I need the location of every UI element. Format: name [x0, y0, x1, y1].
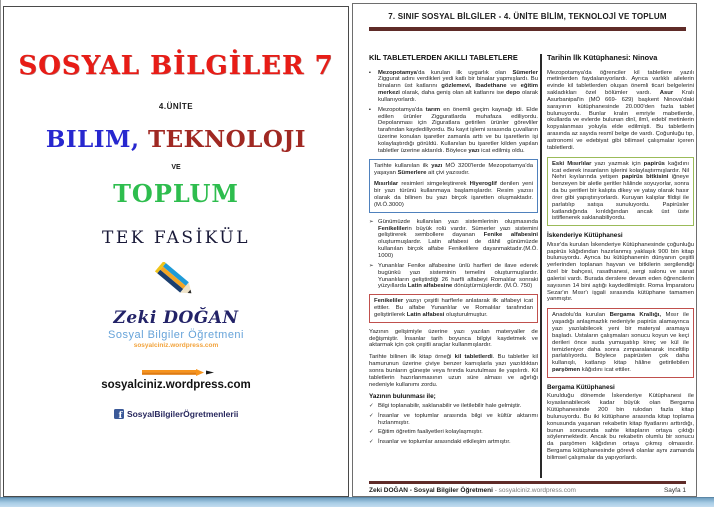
writing-invention-heading: Yazının bulunması ile;	[369, 393, 436, 401]
list-item	[369, 107, 538, 155]
svg-text:f: f	[118, 411, 122, 419]
list-item	[369, 70, 538, 104]
bullet-text: Mezopotamya'da kurulan ilk uygarlık olan Sümerler Ziggurat adını verdikleri yedi katlı bir binalar yapmışlardı. Bu binaların üst katlarını gözlemevi, ibadethane ve eğitim merkezi olarak, daha geniş olan alt katlarını ise depo olarak kullanıyorlardı.	[378, 69, 538, 103]
page-footer	[369, 487, 686, 494]
footer-page-number: Sayfa 1	[663, 487, 686, 494]
column-divider	[540, 54, 542, 478]
check-marker: ✓	[369, 429, 374, 436]
list-item	[369, 429, 538, 436]
content-page	[352, 3, 697, 497]
cover-connector: VE	[171, 164, 181, 171]
footer-accent-bar	[369, 481, 686, 484]
info-box-papyrus	[547, 157, 694, 227]
arrow-marker: ➢	[369, 262, 374, 269]
window-left-edge	[0, 0, 1, 506]
list-item	[369, 413, 538, 427]
paragraph-bergama: Kurulduğu dönemde İskenderiye Kütüphanesi ile kıyaslanabilecek kadar büyük olan Bergama Kütüphanesinde 200 bin rulodan fazla kitap bulunuyordu. Bu iki kütüphane arasında kitap toplama konusunda yaşanan rekabetin kitap fiyatlarını arttırdığı, bunun sonucunda sahte kitapların ortaya çıktığı söylenmektedir. Ancak bu rekabetin olumlu bir sonucu da parşömen kâğıdının ortaya çıkmış olmasıdır. Bergama kütüphanesinde görevli olanlar aynı zamanda bilimsel çalışmalar da yapıyorlardı.	[547, 393, 694, 461]
cover-subtitle	[4, 126, 348, 153]
paragraph-iskenderiye: Mısır'da kurulan İskenderiye Kütüphanesinde çoğunluğu papirüs kâğıdından hazırlanmış yaklaşık 900 bin kitap bulunuyordu. Ayrıca bu kütüphanenin dünyanın çeşitli yerlerinden toplanan hayvan ve bitkilerin sergilendiği özel bir bahçesi, rasathanesi, sergi salonu ve sanat galerisi vardı. Burada derslere devam eden öğrencilerin sayısının 14 bini aştığı kaydedilmiştir. Roma İmparatoru Sezar'ın Mısır'ı işgali sırasında kütüphane tamamen yanmıştır.	[547, 241, 694, 303]
bullet-marker: ▪	[369, 106, 371, 113]
cover-unit-label: 4.ÜNİTE	[158, 102, 194, 111]
page-header-title: 7. SINIF SOSYAL BİLGİLER - 4. ÜNİTE BİLİM, TEKNOLOJİ VE TOPLUM	[388, 12, 667, 21]
check-marker: ✓	[369, 402, 374, 409]
paragraph-ninova: Mezopotamya'da öğrenciler kil tabletlere yazılı metinlerden faydalanıyorlardı. Ayrıca varlıklı ailelerin evinde kil tabletlerden oluşan önemli ticari belgelerini sakladıkları özel bölümler vardı. Asur Kralı Asurbanipal'in (MÖ 669- 629) başkent Ninova'daki sarayının kütüphanesinde 20.000'den fazla tablet bulunuyordu. Bunlar kralın emriyle mabetlerde, okullarda ve evlerde bulunan dinî, ilmî, edebî metinlerin kopyalanması yoluyla elde edilmişti. Bu tabletlerin arasında az sayıda resmî belge de vardı. Çoğunluğu tıp, astronomi ve edebiyat gibi bilimsel çalışmalar içeren tabletlerdi.	[547, 69, 694, 151]
info-box-paragraph: Eski Mısırlılar yazı yazmak için papirüs kağıdını icat ederek insanların işlerini kolaylaştırmışlardır. Nil Nehri kıyılarında yetişen papirüs bitkisini iğneye benzeyen bir aletle şeritler hâlinde soyuyorlar, sonra da bu şeritleri bir kalıpta dikey ve yatay olarak hasır örer gibi yapıştırıyorlardı. Kuruyan kalıplar fildişi ile parlatılıp satışa sunuluyordu. Papirüsler katlandığında kırıldığından ancak üst üste istiflenerek saklanabiliyordu.	[552, 160, 690, 222]
info-box-phoenician-alphabet	[369, 294, 538, 323]
cover-subtitle-toplum: TOPLUM	[113, 179, 239, 208]
arrow-list	[369, 219, 538, 290]
author-title: Sosyal Bilgiler Öğretmeni	[108, 329, 244, 341]
list-item	[369, 263, 538, 290]
facebook-row[interactable]	[4, 409, 348, 421]
check-marker: ✓	[369, 439, 374, 446]
left-column	[369, 54, 538, 478]
arrow-text: Günümüzde kullanılan yazı sistemlerinin oluşmasında Fenikelilerin büyük rolü vardır. Sümerler yazı sistemini geliştirerek sembollere dayanan Fenike alfabesini oluşturmuşlardır. Latin alfabesi de dâhil günümüzde kullanılan birçok alfabe Fenikelilere dayanmaktadır.(M.Ö. 1000)	[378, 218, 538, 259]
facebook-handle: SosyalBilgilerÖgretmenlerii	[126, 409, 239, 419]
paragraph-materials: Yazının gelişimiyle üzerine yazı yazılan materyaller de değişmiştir. İnsanlar tarih boyunca bilgiyi kaydetmek ve aktarmak için çok çeşitli araçlar kullanmışlardır.	[369, 328, 538, 349]
info-box-first-writing	[369, 159, 538, 213]
check-text: İnsanlar ve toplumlar arasında bilgi ve kültür aktarımı hızlanmıştır.	[378, 412, 538, 426]
footer-author: Zeki DOĞAN - Sosyal Bilgiler Öğretmeni	[369, 487, 493, 494]
check-text: İnsanlar ve toplumlar arasındaki etkileşim artmıştır.	[378, 439, 511, 446]
info-box-paragraph: Tarihte kullanılan ilk yazı MÖ 3200'lerde Mezopotamya'da yaşayan Sümerlere ait çivi yazısıdır.	[374, 162, 533, 176]
author-site-link[interactable]: sosyalciniz.wordpress.com	[133, 342, 219, 349]
list-item	[369, 403, 538, 410]
footer-site-link[interactable]: - sosyalciniz.wordpress.com	[492, 487, 576, 494]
facebook-icon	[114, 409, 124, 421]
cover-fascicle-label: TEK FASİKÜL	[101, 228, 251, 248]
cover-subtitle-teknoloji: TEKNOLOJI	[139, 126, 307, 153]
right-column	[547, 54, 694, 478]
bergama-heading: Bergama Kütüphanesi	[547, 383, 615, 391]
check-list	[369, 403, 538, 446]
bullet-list	[369, 70, 538, 155]
info-box-paragraph: Fenikeliler yazıyı çeşitli harflerle anlatarak ilk alfabeyi icat ettiler. Bu alfabe Yunanlılar ve Romalılar tarafından geliştirilerek Latin alfabesi oluşturulmuştur.	[374, 298, 533, 318]
info-box-paragraph: Mısırlılar resimleri simgeleştirerek Hiyeroglif denilen yeni bir yazı türünü kullanmaya başlamışlardır. Resim yazısı olarak da bilinen bu yazı birçok işaretten oluşmaktadır. (M.Ö.3000)	[374, 181, 533, 208]
info-box-parchment	[547, 308, 694, 378]
author-name: Zeki DOĞAN	[113, 308, 239, 328]
arrow-text: Yunanlılar Fenike alfabesine ünlü harfleri de ilave ederek bugünkü yazı sisteminin temelini oluşturmuşlardır. Yunanlıların geliştirdiği 26 harfli alfabeyi Romalılar sonraki yüzyıllarda Latin alfabesine dönüştürmüşlerdir. (M.Ö. 750)	[378, 262, 538, 290]
cover-subtitle-bilim: BILIM,	[45, 126, 140, 153]
check-marker: ✓	[369, 412, 374, 419]
arrow-marker: ➢	[369, 218, 374, 225]
right-column-title: Tarihin İlk Kütüphanesi: Ninova	[547, 54, 658, 62]
iskenderiye-heading: İskenderiye Kütüphanesi	[547, 232, 623, 240]
bullet-text: Mezopotamya'da tarım en önemli geçim kaynağı idi. Elde edilen ürünler Zigguratlarda muhafaza ediliyordu. Depolanması için Ziguratlara getirilen ürünler görevliler tarafından kaydediliyordu. Bu kayıt işlemi sırasında çuvalların üzerine konulan işaretler zamanla arttı ve bu işaretlerin işi kolaylaştırdığı görüldü. Kullanılan bu işaretler kilden yapılan tabletler üzerine aktarıldı. Böylece yazı icat edilmiş oldu.	[378, 106, 538, 154]
list-item	[369, 219, 538, 260]
bullet-marker: ▪	[369, 69, 371, 76]
info-box-paragraph: Anadolu'da kurulan Bergama Krallığı, Mısır ile yaşadığı anlaşmazlık nedeniyle papirüs alamayınca yazı yazılabilecek yeni bir materyal aramaya başladı. Ustaların çalışmaları sonucu koyun ve keçi derileri önce suda yumuşatılıp kireç ve kül ile temizleniyor daha sonra zımparalanarak inceltilip parlatılıyordu. Böylece papirüsten çok daha kullanışlı, katlanıp kitap hâline getirilebilen parşömen kâğıdını icat ettiler.	[552, 312, 690, 374]
list-item	[369, 439, 538, 446]
paragraph-clay-tablets: Tarihte bilinen ilk kitap örneği kil tabletlerdi. Bu tabletler kil hamurunun üzerine çiviye benzer kamışlarla yazı yazıldıktan sonra bunların güneşte veya fırında kurutulması ile yapılırdı. Kil tabletlerin hazırlanmasının uzun süre alması ve ağırlığı nedeniyle kullanımı zordu.	[369, 354, 538, 388]
cover-page	[3, 6, 349, 497]
header-accent-bar	[369, 27, 686, 31]
left-column-title: KİL TABLETLERDEN AKILLI TABLETLERE	[369, 54, 518, 62]
website-link[interactable]: sosyalciniz.wordpress.com	[101, 379, 251, 391]
cover-title: SOSYAL BİLGİLER 7	[18, 51, 334, 81]
check-text: Eğitim öğretim faaliyetleri kolaylaşmıştır.	[378, 429, 483, 436]
check-text: Bilgi toplanabilir, saklanabilir ve iletilebilir hale gelmiştir.	[378, 402, 522, 409]
pencil-logo-icon	[4, 262, 348, 311]
